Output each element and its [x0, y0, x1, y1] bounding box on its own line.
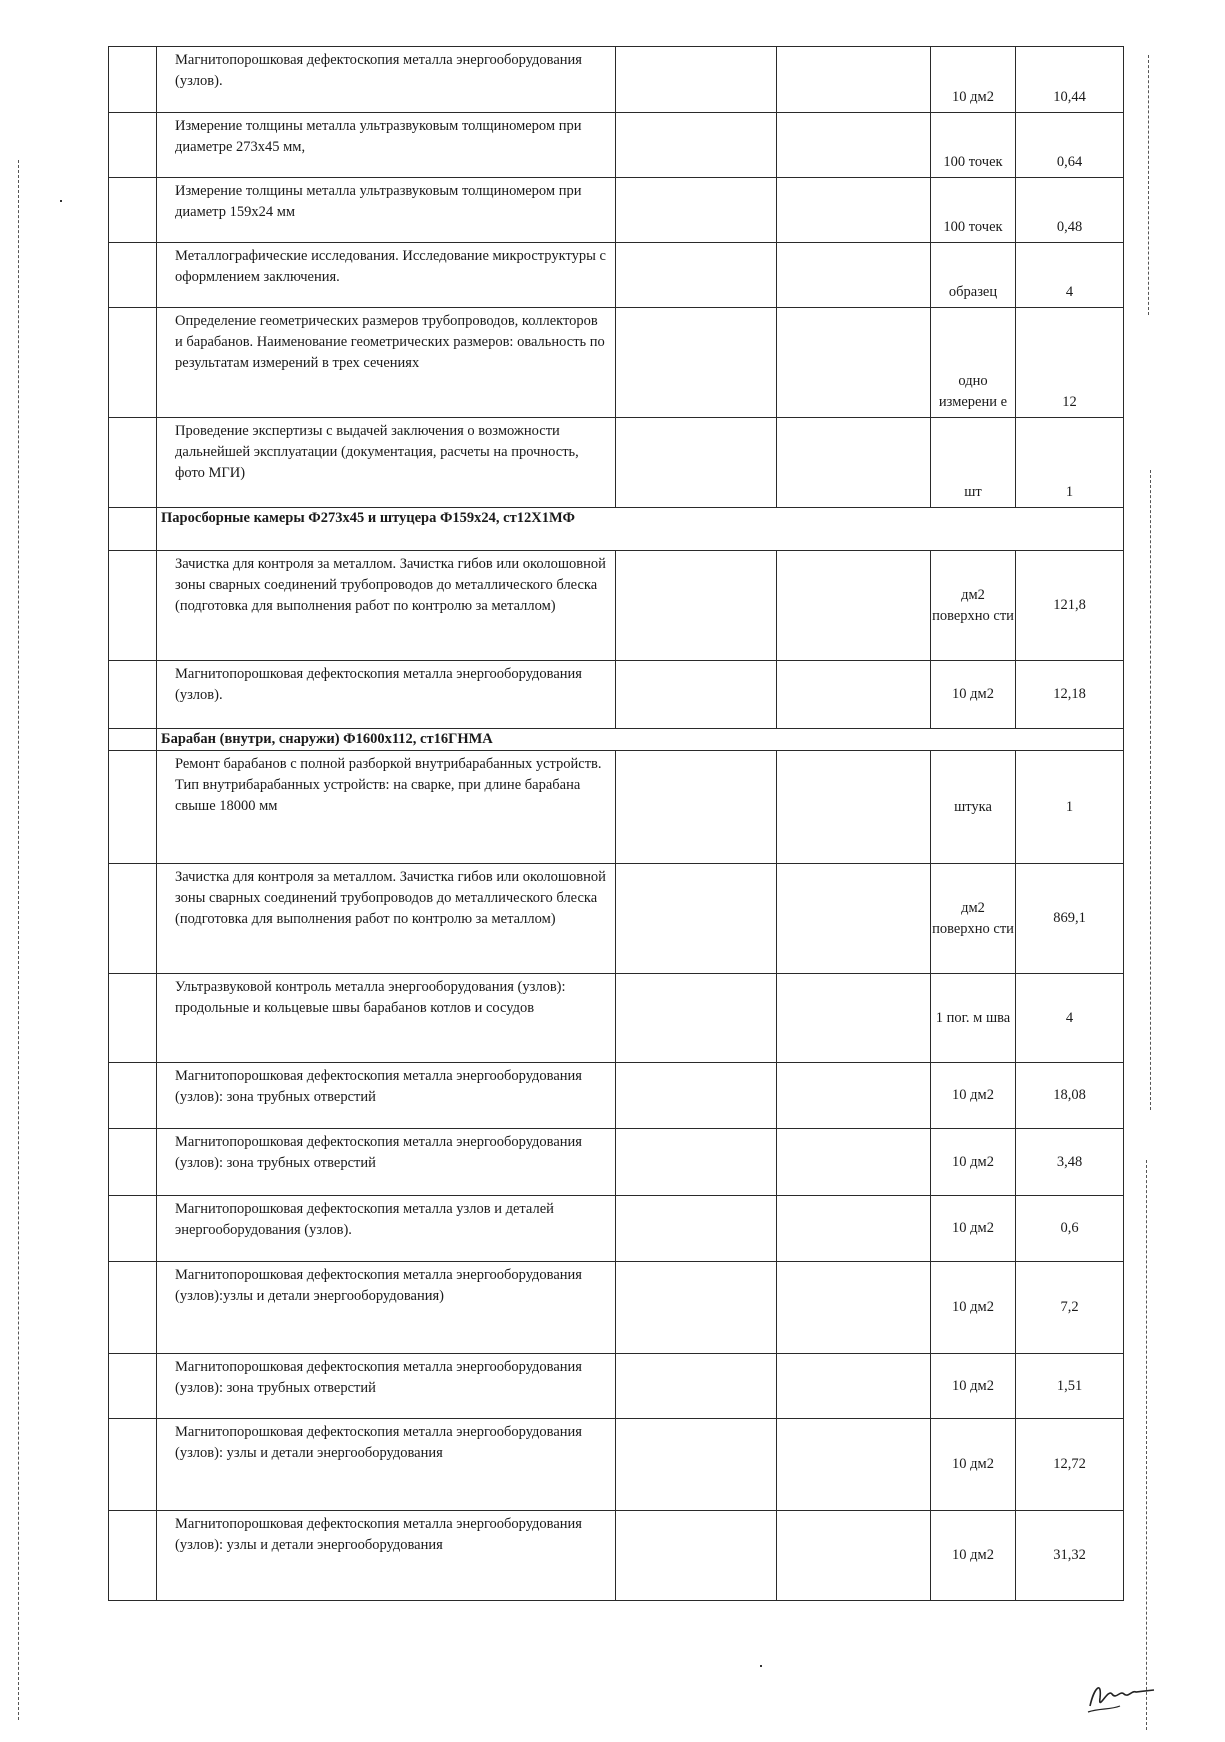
quantity-cell: 3,48 [1016, 1129, 1124, 1196]
unit-cell: 10 дм2 [931, 661, 1016, 729]
quantity-cell: 1,51 [1016, 1354, 1124, 1419]
scan-dust [760, 1665, 762, 1667]
scan-edge-line [1150, 470, 1151, 1110]
quantity-cell: 869,1 [1016, 864, 1124, 974]
quantity-cell: 4 [1016, 974, 1124, 1063]
quantity-cell: 0,6 [1016, 1196, 1124, 1262]
unit-cell: 10 дм2 [931, 1063, 1016, 1129]
work-description: Зачистка для контроля за металлом. Зачистка гибов или околошовной зоны сварных соединений трубопроводов до металлического блеска (подготовка для выполнения работ по контролю за металлом) [157, 864, 616, 974]
unit-cell: 1 пог. м шва [931, 974, 1016, 1063]
work-description: Магнитопорошковая дефектоскопия металла энергооборудования (узлов): зона трубных отверстий [157, 1063, 616, 1129]
work-description: Проведение экспертизы с выдачей заключения о возможности дальнейшей эксплуатации (документация, расчеты на прочность, фото МГИ) [157, 418, 616, 508]
quantity-cell: 7,2 [1016, 1262, 1124, 1354]
work-description: Металлографические исследования. Исследование микроструктуры с оформлением заключения. [157, 243, 616, 308]
unit-cell: дм2 поверхно сти [931, 551, 1016, 661]
table-row [109, 974, 1124, 1063]
work-description: Определение геометрических размеров трубопроводов, коллекторов и барабанов. Наименование геометрических размеров: овальность по результатам измерений в трех сечениях [157, 308, 616, 418]
work-description: Магнитопорошковая дефектоскопия металла энергооборудования (узлов). [157, 47, 616, 113]
unit-cell: 10 дм2 [931, 1196, 1016, 1262]
work-description: Зачистка для контроля за металлом. Зачистка гибов или околошовной зоны сварных соединений трубопроводов до металлического блеска (подготовка для выполнения работ по контролю за металлом) [157, 551, 616, 661]
unit-cell: 100 точек [931, 178, 1016, 243]
table-row [109, 1196, 1124, 1262]
unit-cell: дм2 поверхно сти [931, 864, 1016, 974]
unit-cell: 10 дм2 [931, 1511, 1016, 1601]
work-description: Магнитопорошковая дефектоскопия металла энергооборудования (узлов). [157, 661, 616, 729]
table-row [109, 551, 1124, 661]
work-description: Магнитопорошковая дефектоскопия металла узлов и деталей энергооборудования (узлов). [157, 1196, 616, 1262]
work-description: Ремонт барабанов с полной разборкой внутрибарабанных устройств. Тип внутрибарабанных устройств: на сварке, при длине барабана свыше 18000 мм [157, 751, 616, 864]
scan-edge-line [18, 160, 19, 1720]
quantity-cell: 4 [1016, 243, 1124, 308]
unit-cell: 10 дм2 [931, 47, 1016, 113]
quantity-cell: 0,48 [1016, 178, 1124, 243]
unit-cell: образец [931, 243, 1016, 308]
work-description: Магнитопорошковая дефектоскопия металла энергооборудования (узлов): узлы и детали энергооборудования [157, 1419, 616, 1511]
unit-cell: 10 дм2 [931, 1129, 1016, 1196]
signature-mark [1080, 1668, 1160, 1718]
row-number-cell [109, 47, 157, 113]
table-row [109, 1354, 1124, 1419]
quantity-cell: 31,32 [1016, 1511, 1124, 1601]
works-table [108, 46, 1124, 1601]
table-row [109, 1419, 1124, 1511]
quantity-cell: 0,64 [1016, 113, 1124, 178]
table-row [109, 418, 1124, 508]
table-row [109, 1262, 1124, 1354]
quantity-cell: 1 [1016, 751, 1124, 864]
unit-cell: шт [931, 418, 1016, 508]
table-row [109, 1511, 1124, 1601]
table-row [109, 1063, 1124, 1129]
section-header-row [109, 729, 1124, 751]
table-row [109, 113, 1124, 178]
unit-cell: 100 точек [931, 113, 1016, 178]
scan-edge-line [1146, 1160, 1147, 1730]
scan-edge-line [1148, 55, 1149, 315]
section-title: Барабан (внутри, снаружи) Ф1600х112, ст16ГНМА [157, 729, 1124, 751]
table-row [109, 751, 1124, 864]
table-row [109, 178, 1124, 243]
work-description: Ультразвуковой контроль металла энергооборудования (узлов): продольные и кольцевые швы барабанов котлов и сосудов [157, 974, 616, 1063]
section-title: Паросборные камеры Ф273х45 и штуцера Ф159х24, ст12Х1МФ [157, 508, 1124, 551]
quantity-cell: 1 [1016, 418, 1124, 508]
table-row [109, 864, 1124, 974]
unit-cell: одно измерени е [931, 308, 1016, 418]
scan-dust [60, 200, 62, 202]
quantity-cell: 18,08 [1016, 1063, 1124, 1129]
work-description: Магнитопорошковая дефектоскопия металла энергооборудования (узлов): узлы и детали энергооборудования [157, 1511, 616, 1601]
work-description: Измерение толщины металла ультразвуковым толщиномером при диаметре 273х45 мм, [157, 113, 616, 178]
quantity-cell: 12,18 [1016, 661, 1124, 729]
quantity-cell: 12 [1016, 308, 1124, 418]
quantity-cell: 121,8 [1016, 551, 1124, 661]
quantity-cell: 10,44 [1016, 47, 1124, 113]
work-description: Магнитопорошковая дефектоскопия металла энергооборудования (узлов): зона трубных отверстий [157, 1354, 616, 1419]
table-row [109, 243, 1124, 308]
unit-cell: 10 дм2 [931, 1262, 1016, 1354]
table-row [109, 1129, 1124, 1196]
work-description: Магнитопорошковая дефектоскопия металла энергооборудования (узлов): зона трубных отверстий [157, 1129, 616, 1196]
quantity-cell: 12,72 [1016, 1419, 1124, 1511]
work-description: Измерение толщины металла ультразвуковым толщиномером при диаметр 159х24 мм [157, 178, 616, 243]
unit-cell: 10 дм2 [931, 1419, 1016, 1511]
table-row [109, 308, 1124, 418]
table-row [109, 47, 1124, 113]
unit-cell: 10 дм2 [931, 1354, 1016, 1419]
table-row [109, 661, 1124, 729]
work-description: Магнитопорошковая дефектоскопия металла энергооборудования (узлов):узлы и детали энергооборудования) [157, 1262, 616, 1354]
unit-cell: штука [931, 751, 1016, 864]
section-header-row [109, 508, 1124, 551]
